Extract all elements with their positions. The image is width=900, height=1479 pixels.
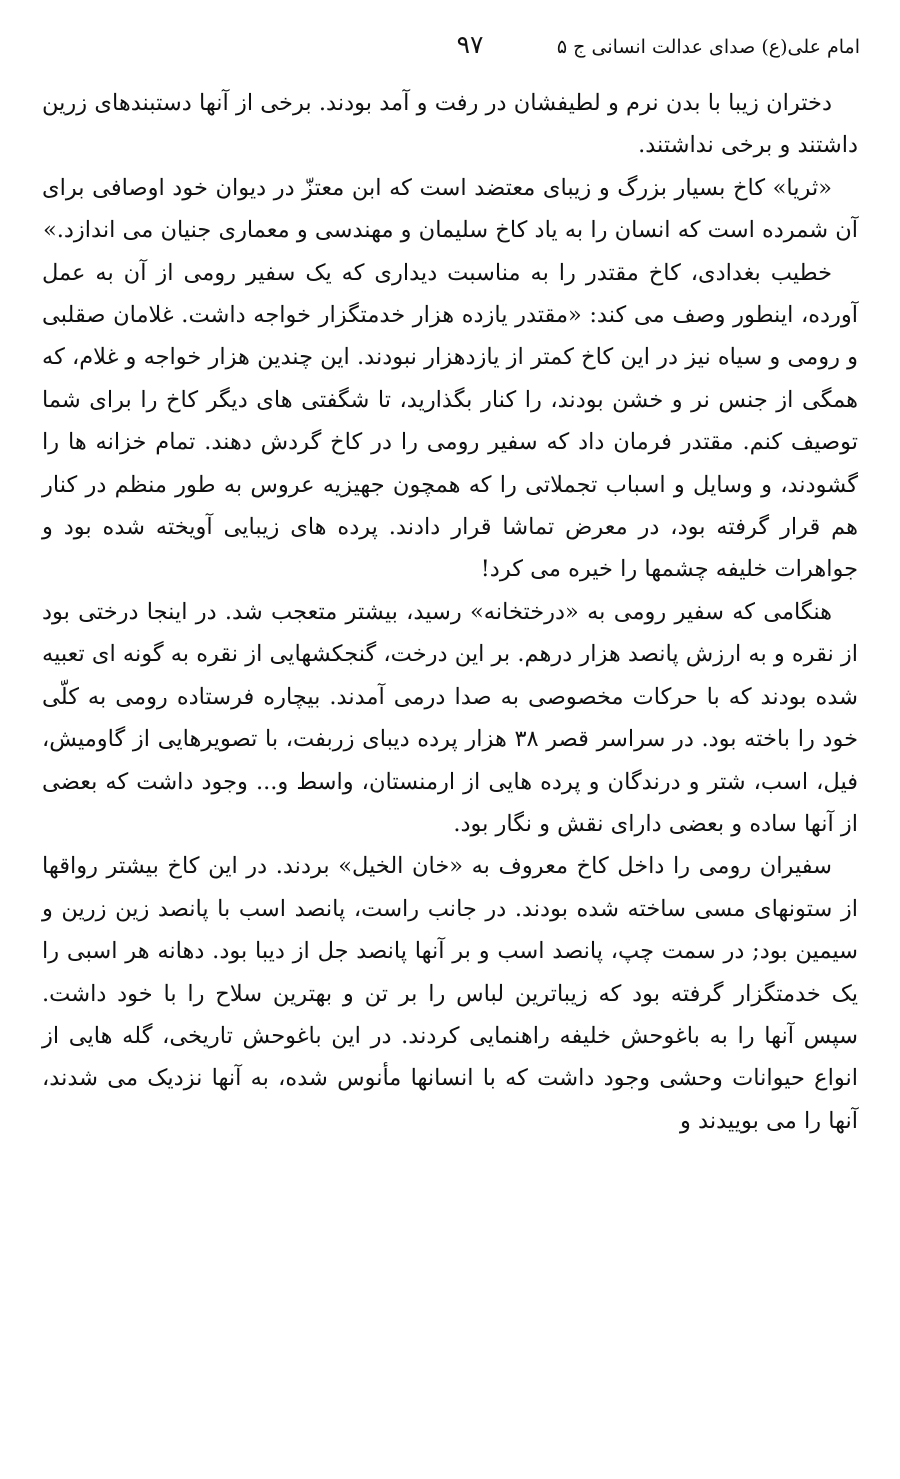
paragraph-5: سفیران رومی را داخل کاخ معروف به «خان الخیل» بردند. در این کاخ بیشتر رواقها از ستونهای مسی ساخته شده بودند. در جانب راست، پانصد اسب با پانصد زین زرین و سیمین بود; در سمت چپ، پانصد اسب و بر آنها پانصد جل از دیبا بود. دهانه هر اسبی را یک خدمتگزار گرفته بود که زیباترین لباس را بر تن و بهترین سلاح را با خود داشت. سپس آنها را به باغوحش خلیفه راهنمایی کردند. در این باغوحش تاریخی، گله هایی از انواع حیوانات وحشی وجود داشت که با انسانها مأنوس شده، به آنها نزدیک می شدند، آنها را می بوییدند و	[42, 853, 858, 1134]
paragraph-1: دختران زیبا با بدن نرم و لطیفشان در رفت و آمد بودند. برخی از آنها دستبندهای زرین داشتند و برخی نداشتند.	[42, 90, 858, 159]
running-title: امام علی(ع) صدای عدالت انسانی ج ۵	[556, 36, 860, 58]
page-body	[42, 82, 858, 1142]
paragraph-3: خطیب بغدادی، کاخ مقتدر را به مناسبت دیداری که یک سفیر رومی از آن به عمل آورده، اینطور وصف می کند: «مقتدر یازده هزار خدمتگزار خواجه داشت. غلامان صقلبی و رومی و سیاه نیز در این کاخ کمتر از یازدهزار نبودند. این چندین هزار خواجه و غلام، که همگی از جنس نر و خشن بودند، را کنار بگذارید، تا شگفتی های دیگر کاخ را برای شما توصیف کنم. مقتدر فرمان داد که سفیر رومی را در کاخ گردش دهند. تمام خزانه ها را گشودند، و وسایل و اسباب تجملاتی را که همچون جهیزیه عروس به طور منظم در کنار هم قرار گرفته بود، در معرض تماشا قرار دادند. پرده های زیبایی آویخته شده بود و جواهرات خلیفه چشمها را خیره می کرد!	[42, 259, 858, 583]
page-header	[40, 30, 860, 70]
page-number: ۹۷	[456, 30, 484, 59]
paragraph-4: هنگامی که سفیر رومی به «درختخانه» رسید، بیشتر متعجب شد. در اینجا درختی بود از نقره و به ارزش پانصد هزار درهم. بر این درخت، گنجکشهایی از نقره به گونه ای تعبیه شده بودند که با حرکات مخصوصی به صدا درمی آمدند. بیچاره فرستاده رومی به کلّی خود را باخته بود. در سراسر قصر ۳۸ هزار پرده دیبای زربفت، با تصویرهایی از گاومیش، فیل، اسب، شتر و درندگان و پرده هایی از ارمنستان، واسط و... وجود داشت که بعضی از آنها ساده و بعضی دارای نقش و نگار بود.	[42, 598, 858, 837]
paragraph-2: «ثریا» کاخ بسیار بزرگ و زیبای معتضد است که ابن معتزّ در دیوان خود اوصافی برای آن شمرده است که انسان را به یاد کاخ سلیمان و مهندسی و معماری جنیان می اندازد.»	[42, 174, 858, 244]
